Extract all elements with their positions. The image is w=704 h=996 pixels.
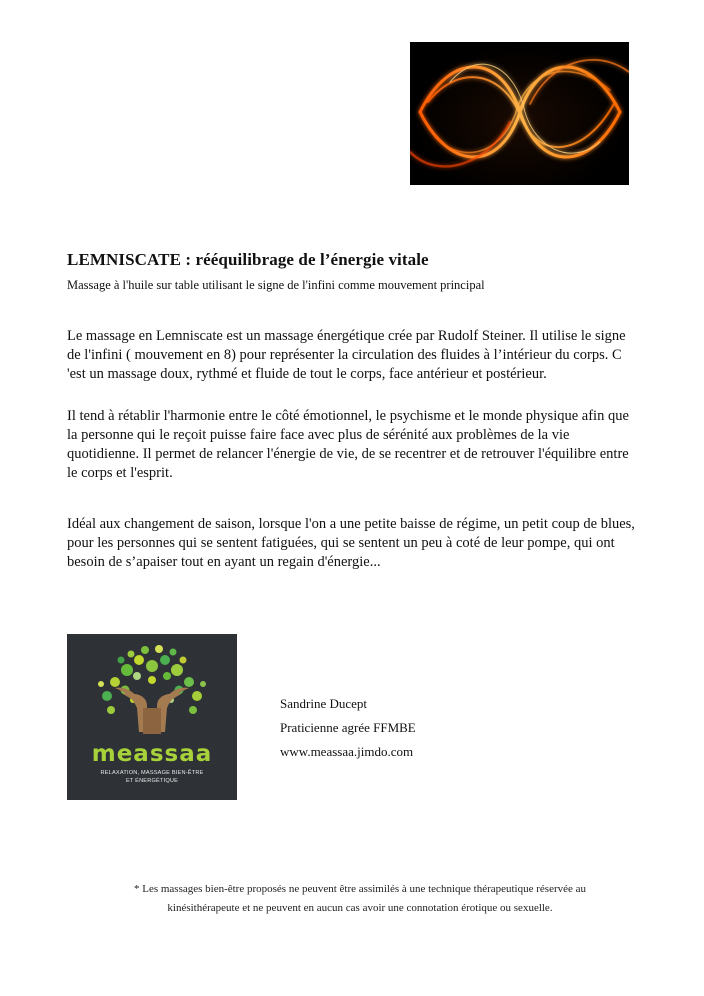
tree-icon xyxy=(67,634,237,744)
page-title: LEMNISCATE : rééquilibrage de l’énergie vitale xyxy=(67,250,429,269)
contact-website-link[interactable]: www.meassaa.jimdo.com xyxy=(280,744,414,759)
meassaa-logo xyxy=(67,634,237,800)
infinity-light-trails xyxy=(410,42,629,185)
paragraph-benefits: Il tend à rétablir l'harmonie entre le côté émotionnel, le psychisme et le monde physique afin que la personne qui le reçoit puisse faire face avec plus de sérénité aux problèmes de la vie quotidienne. Il permet de relancer l'énergie de vie, de se recentrer et de retrouver l'équilibre entre le corps et l'esprit. xyxy=(67,408,629,481)
contact-role: Praticienne agrée FFMBE xyxy=(280,720,416,735)
logo-wordmark: meassaa xyxy=(91,741,213,767)
disclaimer-line-2: kinésithérapeute et ne peuvent en aucun cas avoir une connotation érotique ou sexuelle. xyxy=(167,902,553,914)
paragraph-intro: Le massage en Lemniscate est un massage énergétique crée par Rudolf Steiner. Il utilise le signe de l'infini ( mouvement en 8) pour représenter la circulation des fluides à l’intérieur du corps. C 'est un massage doux, rythmé et fluide de tout le corps, face antérieur et postérieur. xyxy=(67,328,626,382)
disclaimer-line-1: * Les massages bien-être proposés ne peuvent être assimilés à une technique thérapeutique réservée au xyxy=(133,883,587,895)
contact-name: Sandrine Ducept xyxy=(280,696,368,711)
infinity-light-image xyxy=(410,42,629,185)
page-subtitle: Massage à l'huile sur table utilisant le signe de l'infini comme mouvement principal xyxy=(67,278,485,292)
logo-tagline: RELAXATION, MASSAGE BIEN-ÊTRE xyxy=(100,770,204,776)
disclaimer xyxy=(80,880,640,918)
logo-tagline-2: ET ÉNERGÉTIQUE xyxy=(125,778,179,784)
paragraph-ideal-for: Idéal aux changement de saison, lorsque l'on a une petite baisse de régime, un petit coup de blues, pour les personnes qui se sentent fatiguées, qui se sentent un peu à coté de leur pompe, qui ont besoin de s’apaiser tout en ayant un regain d'énergie... xyxy=(67,516,635,570)
